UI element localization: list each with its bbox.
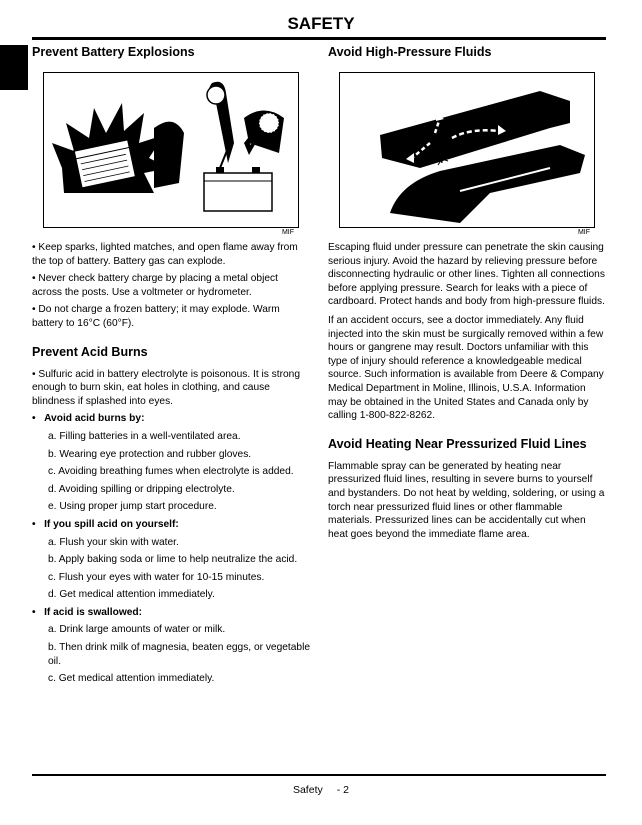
page-footer [0,784,642,796]
subheading-text: Avoid acid burns by: [44,413,145,425]
list-item: b. Apply baking soda or lime to help neutralize the acid. [48,554,298,566]
battery-explosion-illustration [43,72,299,228]
bullet-item: • Do not charge a frozen battery; it may explode. Warm battery to 16°C (60°F). [32,304,280,329]
paragraph-pressure-hazard: Escaping fluid under pressure can penetrate the skin causing serious injury. Avoid the hazard by relieving pressure before disconnecting hydraulic or other lines. Tighten all connections before applying pressure. Search for leaks with a piece of cardboard. Protect hands and body from high-pressure fluids. [328,242,605,308]
paragraph-flammable-spray: Flammable spray can be generated by heating near pressurized fluid lines, resulting in severe burns to yourself and bystanders. Do not heat by welding, soldering, or using a torch near pressurized fluid lines or other flammable materials. Pressurized lines can be accidentally cut when heat goes beyond the immediate flame area. [328,460,605,540]
bullet-glyph: • [32,413,36,425]
list-item: a. Filling batteries in a well-ventilated area. [48,430,241,442]
section-heading-battery-explosions: Prevent Battery Explosions [32,45,195,59]
subheading-avoid-acid-burns [32,412,310,426]
battery-explosion-icon [44,73,298,227]
section-heading-acid-burns: Prevent Acid Burns [32,344,148,359]
list-item: a. Drink large amounts of water or milk. [48,624,226,636]
footer-label: Safety [292,784,323,796]
subheading-acid-swallowed [32,606,310,620]
page-title: SAFETY [287,14,355,33]
list-item: c. Get medical attention immediately. [48,673,215,685]
list-item: e. Using proper jump start procedure. [48,501,217,513]
bullet-item: • Keep sparks, lighted matches, and open flame away from the top of battery. Battery gas can explode. [32,242,298,267]
paragraph-accident-instructions: If an accident occurs, see a doctor immediately. Any fluid injected into the skin must be surgically removed within a few hours or gangrene may result. Doctors unfamiliar with this type of injury should reference a knowledgeable medical source. Such information is available from Deere & Company Medical Department in Moline, Illinois, U.S.A. Information may be obtained in the United States and Canada only by calling 1-800-822-8262. [328,314,604,422]
figure-label: MIF [577,229,590,236]
high-pressure-fluid-illustration [339,72,595,228]
footer-rule [32,774,606,776]
subheading-spill-acid [32,518,310,532]
section-tab-marker [0,45,28,90]
subheading-text: If acid is swallowed: [44,606,143,618]
list-item: a. Flush your skin with water. [48,536,179,548]
page-number: - 2 [336,784,350,796]
right-column [328,45,606,541]
list-item: d. Avoiding spilling or dripping electrolyte. [48,483,235,495]
figure-label: MIF [281,229,294,236]
list-item: c. Flush your eyes with water for 10-15 minutes. [48,571,265,583]
bullet-glyph: • [32,518,36,530]
list-item: d. Get medical attention immediately. [48,589,215,601]
list-item: c. Avoiding breathing fumes when electrolyte is added. [48,466,294,478]
bullet-glyph: • [32,606,36,618]
title-rule [32,37,606,40]
section-heading-heating-near-lines: Avoid Heating Near Pressurized Fluid Lines [328,436,587,451]
high-pressure-hand-icon [340,73,594,227]
list-item: b. Wearing eye protection and rubber gloves. [48,448,252,460]
list-item: b. Then drink milk of magnesia, beaten eggs, or vegetable oil. [48,642,311,667]
bullet-item: • Sulfuric acid in battery electrolyte is poisonous. It is strong enough to burn skin, eat holes in clothing, and cause blindness if splashed into eyes. [32,368,300,407]
left-column [32,45,310,686]
section-heading-high-pressure-fluids: Avoid High-Pressure Fluids [328,45,492,59]
subheading-text: If you spill acid on yourself: [44,518,179,530]
bullet-item: • Never check battery charge by placing a metal object across the posts. Use a voltmeter or hydrometer. [32,273,278,298]
